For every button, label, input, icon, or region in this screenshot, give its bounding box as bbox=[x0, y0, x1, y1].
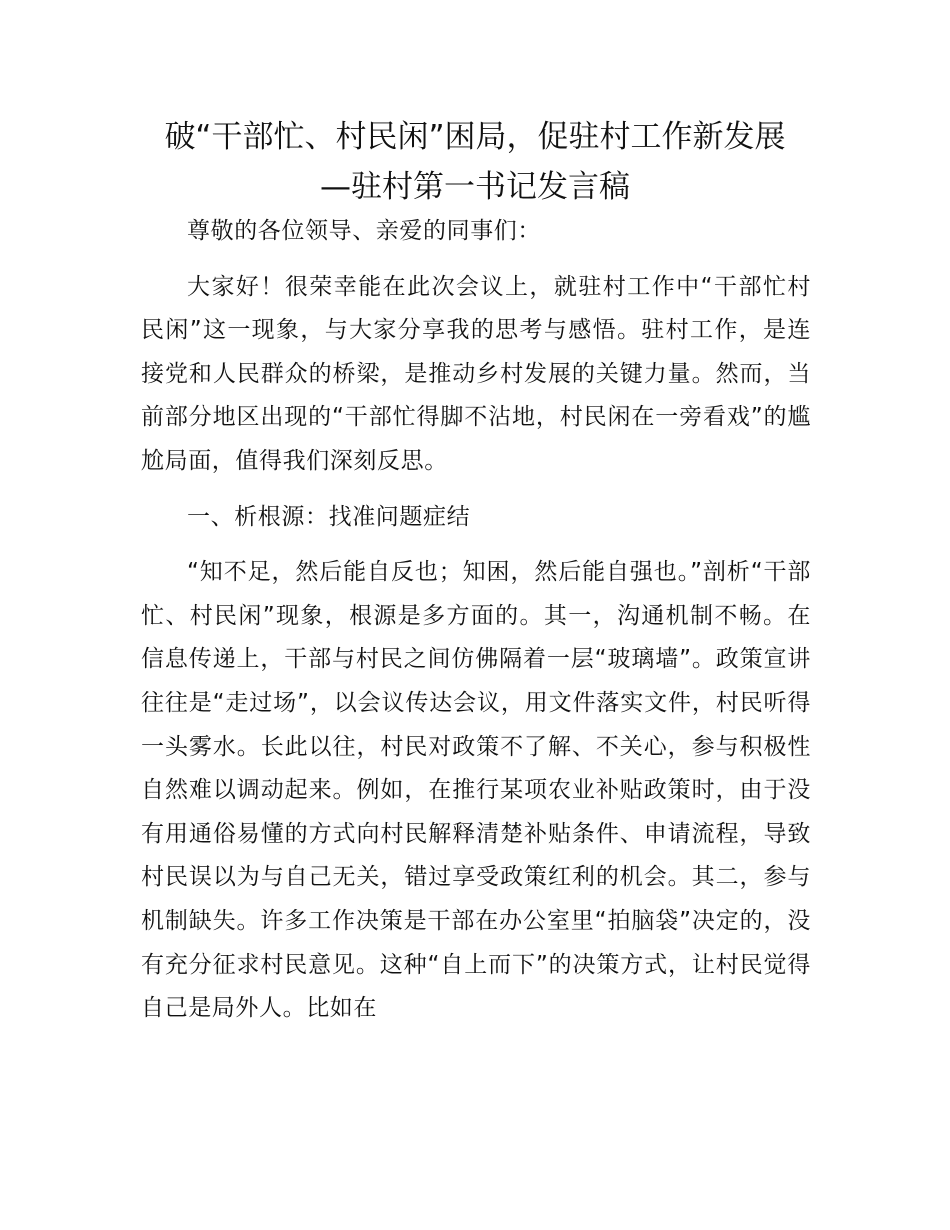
document-body bbox=[141, 210, 811, 1031]
document-title bbox=[120, 112, 830, 212]
opening-paragraph: 大家好！很荣幸能在此次会议上，就驻村工作中“干部忙村民闲”这一现象，与大家分享我的思考与感悟。驻村工作，是连接党和人民群众的桥梁，是推动乡村发展的关键力量。然而，当前部分地区出现的“干部忙得脚不沾地，村民闲在一旁看戏”的尴尬局面，值得我们深刻反思。 bbox=[141, 273, 811, 474]
title-line-main: 破“干部忙、村民闲”困局，促驻村工作新发展 bbox=[164, 119, 786, 155]
section-heading: 一、析根源：找准问题症结 bbox=[187, 503, 471, 530]
title-line-subtitle: —驻村第一书记发言稿 bbox=[320, 169, 630, 205]
salutation-paragraph: 尊敬的各位领导、亲爱的同事们： bbox=[187, 218, 541, 244]
analysis-paragraph: “知不足，然后能自反也；知困，然后能自强也。”剖析“干部忙、村民闲”现象，根源是多方面的。其一，沟通机制不畅。在信息传递上，干部与村民之间仿佛隔着一层“玻璃墙”。政策宣讲往往是“走过场”，以会议传达会议，用文件落实文件，村民听得一头雾水。长此以往，村民对政策不了解、不关心，参与积极性自然难以调动起来。例如，在推行某项农业补贴政策时，由于没有用通俗易懂的方式向村民解释清楚补贴条件、申请流程，导致村民误以为与自己无关，错过享受政策红利的机会。其二，参与机制缺失。许多工作决策是干部在办公室里“拍脑袋”决定的，没有充分征求村民意见。这种“自上而下”的决策方式，让村民觉得自己是局外人。比如在 bbox=[141, 559, 811, 1022]
